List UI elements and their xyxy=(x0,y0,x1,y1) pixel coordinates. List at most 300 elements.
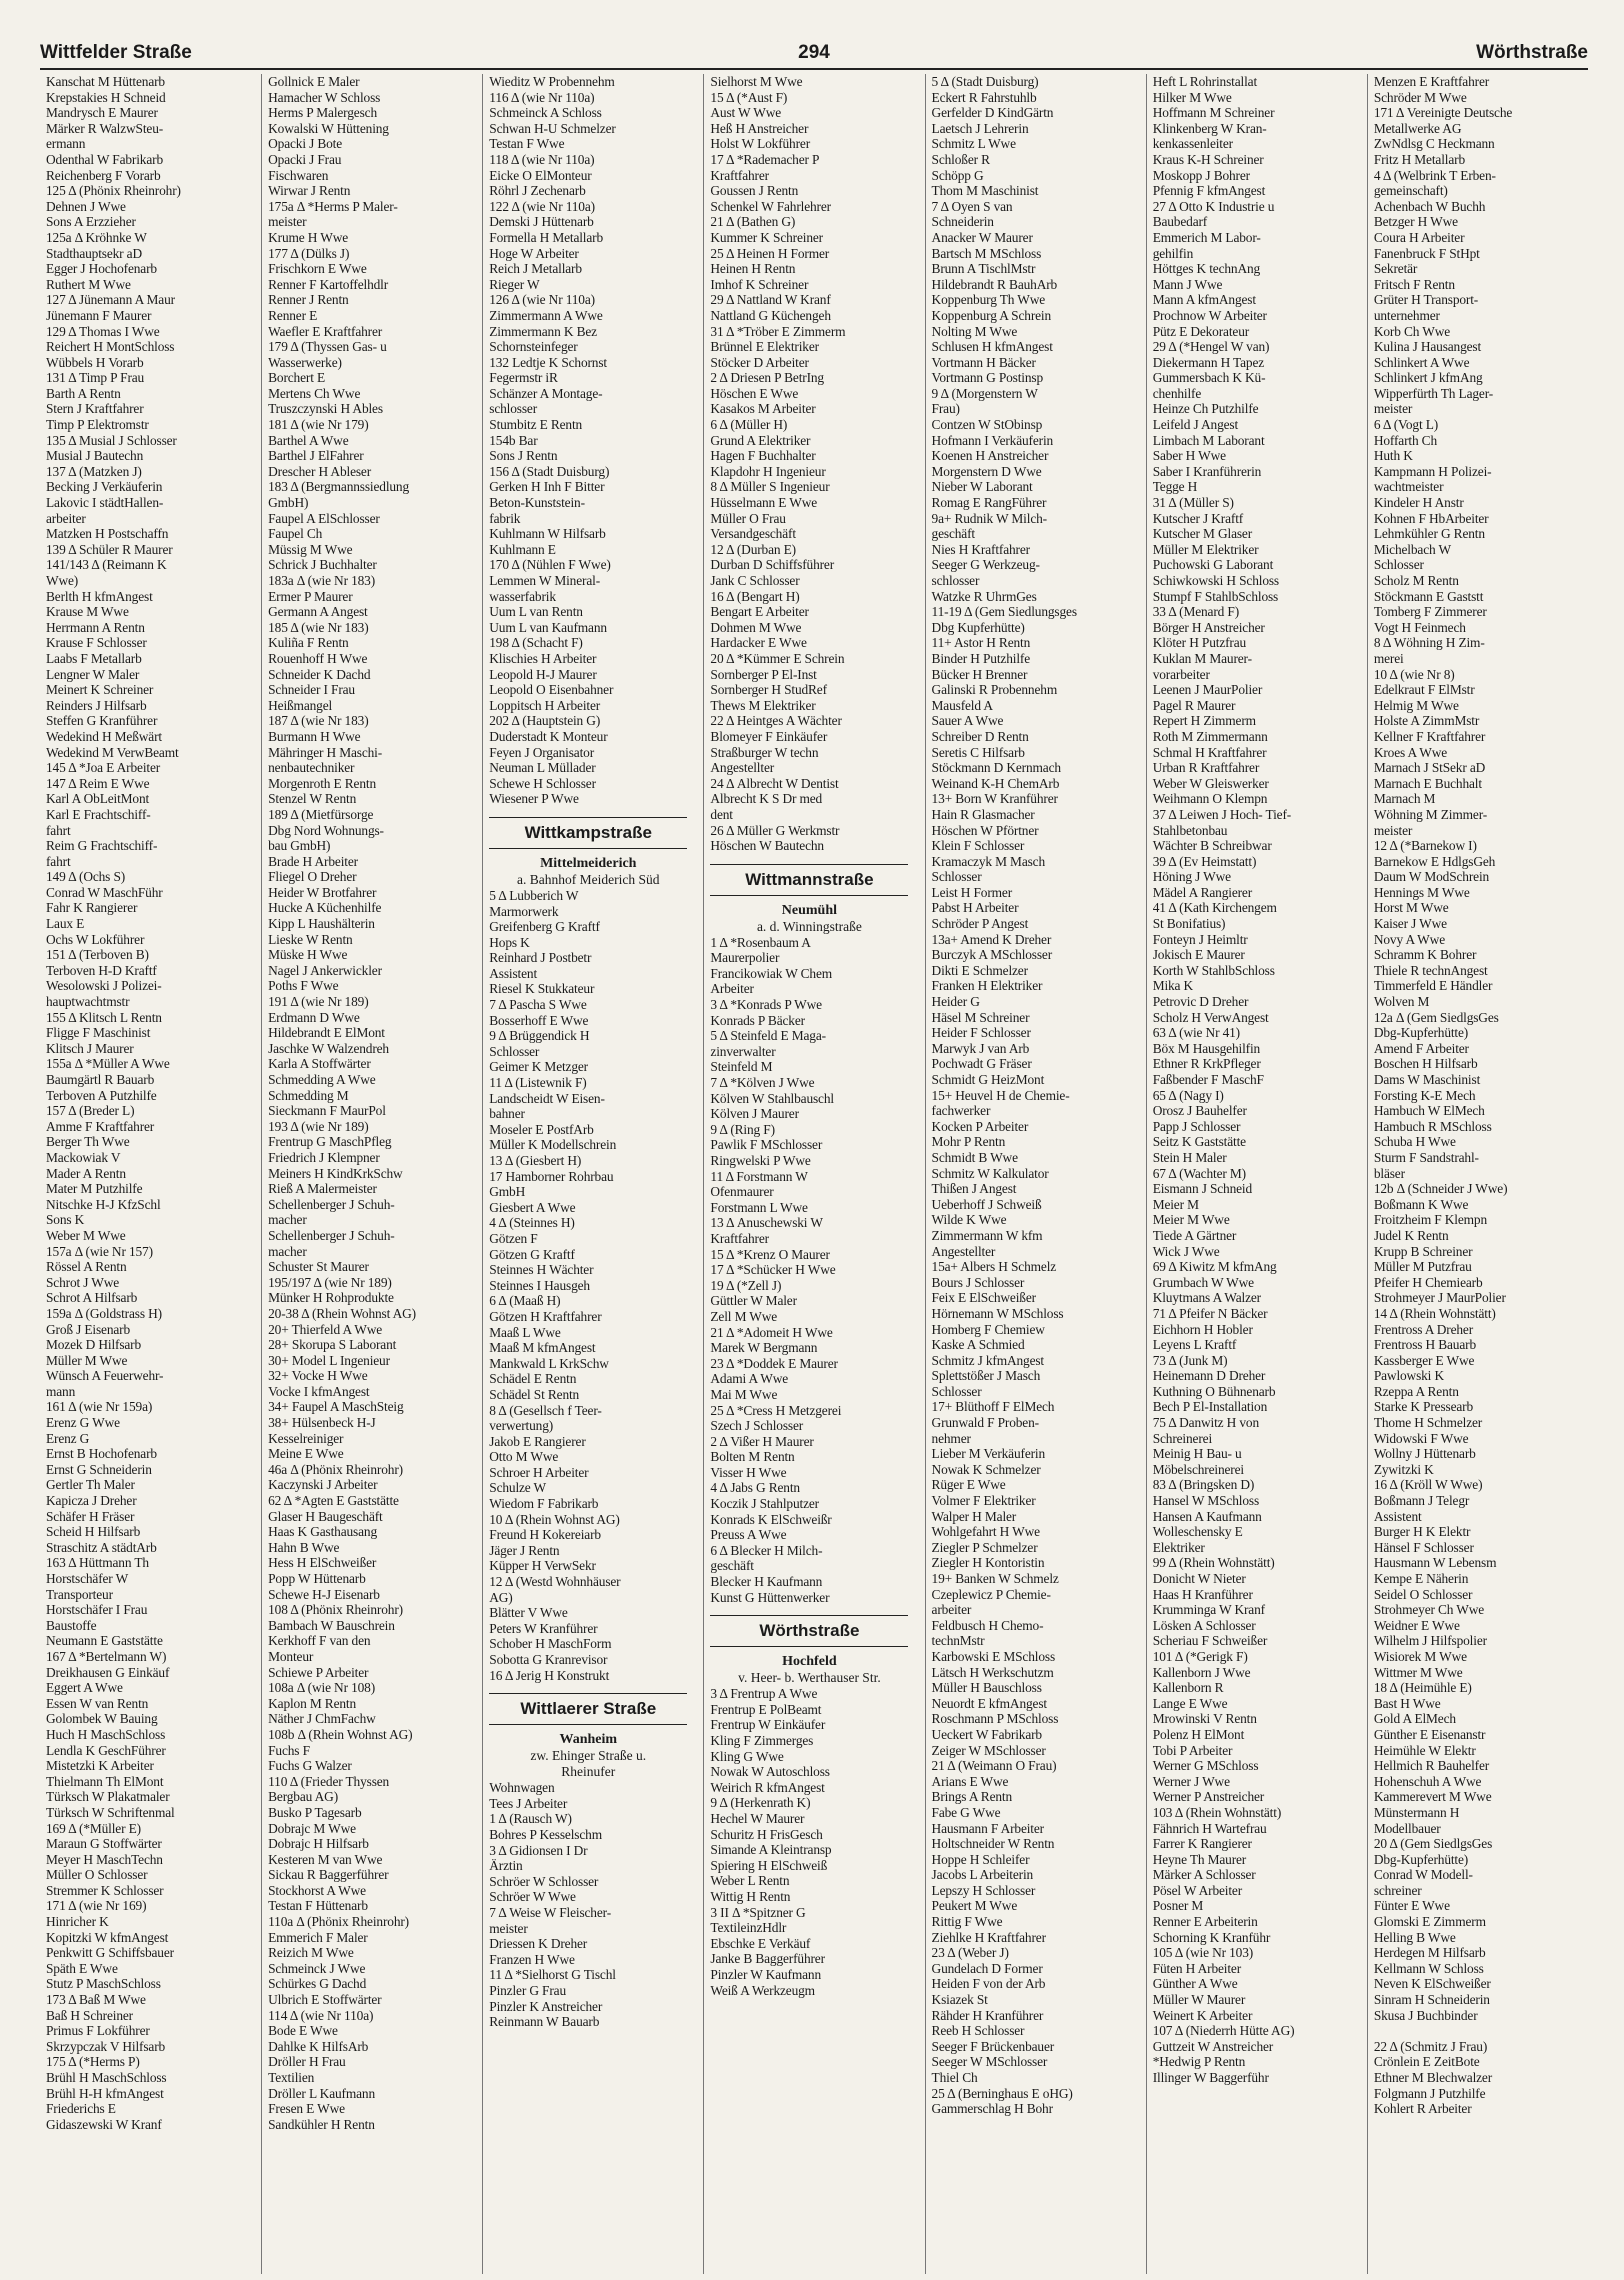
directory-entry: 16 Δ (Kröll W Wwe) xyxy=(1373,1477,1483,1493)
directory-entry: Achenbach W Buchh xyxy=(1373,198,1486,214)
directory-entry: Wisiorek M Wwe xyxy=(1373,1648,1467,1664)
directory-entry: 8 Δ Wöhning H Zim- xyxy=(1373,635,1485,651)
district-heading: Wanheim xyxy=(559,1732,618,1748)
directory-entry: Urban R Kraftfahrer xyxy=(1152,760,1260,776)
directory-entry: Laux E xyxy=(46,916,85,932)
directory-entry: Kaczynski J Arbeiter xyxy=(268,1477,378,1493)
directory-entry: 107 Δ (Niederrh Hütte AG) xyxy=(1152,2023,1295,2039)
directory-entry: Kopitzki W kfmAngest xyxy=(46,1929,169,1945)
directory-entry: 3 II Δ *Spitzner G xyxy=(710,1904,806,1920)
directory-entry: Hörnemann W MSchloss xyxy=(931,1305,1064,1321)
directory-entry: Ernst G Schneiderin xyxy=(46,1461,152,1477)
directory-entry: Tomberg F Zimmerer xyxy=(1373,604,1487,620)
directory-entry: Landscheidt W Eisen- xyxy=(489,1090,605,1106)
directory-entry: 12a Δ (Gem SiedlgsGes xyxy=(1373,1009,1499,1025)
directory-entry: Walper H Maler xyxy=(931,1508,1017,1524)
directory-entry: *Hedwig P Rentn xyxy=(1152,2054,1246,2070)
directory-entry: Heinze Ch Putzhilfe xyxy=(1152,401,1259,417)
directory-entry: Sornberger P El-Inst xyxy=(710,666,817,682)
directory-entry: Frau) xyxy=(931,401,960,417)
street-range: a. d. Winningstraße xyxy=(756,918,862,934)
directory-entry: Müller H Bauschloss xyxy=(931,1680,1042,1696)
directory-entry: Scheid H Hilfsarb xyxy=(46,1524,141,1540)
directory-entry: fachwerker xyxy=(931,1103,991,1119)
directory-entry: Schwan H-U Schmelzer xyxy=(489,120,616,136)
directory-entry: Ringwelski P Wwe xyxy=(710,1153,811,1168)
directory-entry: Jacobs L Arbeiterin xyxy=(931,1867,1034,1883)
directory-entry: Dobrajc M Wwe xyxy=(268,1820,356,1836)
directory-entry: 191 Δ (wie Nr 189) xyxy=(268,994,369,1010)
directory-entry: 20-38 Δ (Rhein Wohnst AG) xyxy=(268,1305,416,1321)
directory-entry: Koczik J Stahlputzer xyxy=(710,1496,819,1512)
directory-entry: 71 Δ Pfeifer N Bäcker xyxy=(1152,1305,1268,1321)
directory-entry: 15 Δ *Krenz O Maurer xyxy=(710,1246,830,1262)
directory-entry: Kutscher J Kraftf xyxy=(1152,510,1244,526)
directory-entry: Hoppe H Schleifer xyxy=(931,1851,1030,1867)
directory-entry: meister xyxy=(489,1920,528,1936)
directory-entry: Frentross A Dreher xyxy=(1373,1321,1474,1337)
directory-entry: Opacki J Bote xyxy=(268,136,343,152)
directory-entry: Karla A Stoffwärter xyxy=(268,1056,371,1072)
directory-entry: Kellmann W Schloss xyxy=(1373,1960,1484,1976)
directory-entry: Krause M Wwe xyxy=(46,604,129,620)
directory-entry: Jakob E Rangierer xyxy=(489,1433,586,1449)
directory-entry: Mädel A Rangierer xyxy=(1152,884,1253,900)
directory-entry: Zimmermann A Wwe xyxy=(489,307,603,323)
directory-entry: Herrmann A Rentn xyxy=(46,619,145,635)
directory-entry: Sinram H Schneiderin xyxy=(1373,1992,1490,2008)
directory-entry: Klein F Schlosser xyxy=(931,838,1025,854)
directory-entry: Blätter V Wwe xyxy=(489,1605,568,1621)
directory-entry: 131 Δ Timp P Frau xyxy=(46,370,145,386)
directory-entry: 126 Δ (wie Nr 110a) xyxy=(489,292,595,308)
directory-entry: Günther A Wwe xyxy=(1152,1976,1238,1992)
directory-entry: Barthel A Wwe xyxy=(268,432,349,448)
directory-entry: Betzger H Wwe xyxy=(1373,214,1458,230)
directory-entry: Kroes A Wwe xyxy=(1373,744,1448,760)
directory-entry: Mankwald L KrkSchw xyxy=(489,1355,609,1371)
directory-entry: Fähnrich H Wartefrau xyxy=(1152,1820,1267,1836)
directory-entry: 187 Δ (wie Nr 183) xyxy=(268,713,369,729)
directory-entry: Glaser H Baugeschäft xyxy=(268,1508,383,1524)
directory-entry: 15 Δ (*Aust F) xyxy=(710,89,788,105)
directory-entry: 145 Δ *Joa E Arbeiter xyxy=(46,760,161,776)
directory-entry: Kesselreiniger xyxy=(268,1430,344,1446)
directory-entry: Faupel A ElSchlosser xyxy=(268,510,380,526)
directory-entry: 149 Δ (Ochs S) xyxy=(46,869,126,885)
directory-entry: Hoffarth Ch xyxy=(1373,432,1438,448)
directory-entry: Rieger W xyxy=(489,276,540,292)
directory-entry: Sandkühler H Rentn xyxy=(268,2116,375,2132)
directory-entry: Schmitz J kfmAngest xyxy=(931,1352,1044,1368)
directory-entry: Kohlert R Arbeiter xyxy=(1373,2101,1472,2117)
directory-entry: Tobi P Arbeiter xyxy=(1152,1742,1233,1758)
directory-entry: Borchert E xyxy=(268,370,325,386)
directory-entry: Ethner R KrkPfleger xyxy=(1152,1056,1261,1072)
directory-entry: Sekretär xyxy=(1373,261,1418,277)
directory-entry: Fischwaren xyxy=(268,167,329,183)
directory-entry: Nitschke H-J KfzSchl xyxy=(46,1196,161,1212)
directory-entry: Müller M Elektriker xyxy=(1152,541,1259,557)
directory-entry: Kling G Wwe xyxy=(710,1748,784,1764)
directory-entry: Petrovic D Dreher xyxy=(1152,994,1249,1010)
directory-entry: Hansen A Kaufmann xyxy=(1152,1508,1262,1524)
directory-entry: Bücker H Brenner xyxy=(931,666,1028,682)
directory-entry: Wick J Wwe xyxy=(1152,1243,1220,1259)
directory-entry: Egger J Hochofenarb xyxy=(46,261,157,277)
directory-entry: Schmitz L Wwe xyxy=(931,136,1016,152)
directory-entry: Greifenberg G Kraftf xyxy=(489,919,600,935)
directory-entry: Lendla K GeschFührer xyxy=(46,1742,166,1758)
directory-entry: 183a Δ (wie Nr 183) xyxy=(268,573,376,588)
directory-entry: 105 Δ (wie Nr 103) xyxy=(1152,1945,1254,1961)
directory-entry: Eismann J Schneid xyxy=(1152,1181,1253,1197)
directory-entry: Uum L van Kaufmann xyxy=(489,619,607,635)
directory-entry: 183 Δ (Bergmannssiedlung xyxy=(268,479,410,495)
directory-entry: 2 Δ Driesen P BetrIng xyxy=(710,370,824,386)
directory-entry: Berger Th Wwe xyxy=(46,1134,130,1150)
directory-entry: Dahlke K HilfsArb xyxy=(268,2038,369,2054)
directory-entry: 11+ Astor H Rentn xyxy=(931,635,1031,651)
directory-entry: Heiden F von der Arb xyxy=(931,1976,1046,1992)
directory-entry: schreiner xyxy=(1373,1882,1422,1898)
directory-entry: Maaß M kfmAngest xyxy=(489,1340,596,1356)
directory-entry: bläser xyxy=(1373,1165,1405,1181)
directory-entry: Kutscher M Glaser xyxy=(1152,526,1253,542)
directory-entry: Visser H Wwe xyxy=(710,1464,787,1480)
directory-entry: Näther J ChmFachw xyxy=(268,1711,376,1727)
directory-entry: Steinnes I Hausgeh xyxy=(489,1277,590,1293)
directory-entry: Becking J Verkäuferin xyxy=(46,479,163,495)
directory-entry: 9a+ Rudnik W Milch- xyxy=(931,510,1047,526)
directory-entry: 6 Δ (Vogt L) xyxy=(1373,417,1439,433)
directory-entry: Bode E Wwe xyxy=(268,2023,338,2039)
directory-entry: Assistent xyxy=(489,965,538,981)
directory-entry: Mika K xyxy=(1152,978,1194,994)
directory-entry: Stenzel W Rentn xyxy=(268,791,357,807)
directory-entry: 17 Δ *Rademacher P xyxy=(710,151,820,167)
directory-entry: Demski J Hüttenarb xyxy=(489,214,594,230)
directory-entry: 15a+ Albers H Schmelz xyxy=(931,1259,1057,1275)
directory-entry: Sieckmann F MaurPol xyxy=(268,1103,386,1119)
directory-entry: Neven K ElSchweißer xyxy=(1373,1976,1491,1992)
directory-entry: Stremmer K Schlosser xyxy=(46,1882,164,1898)
directory-entry: Pinzler K Anstreicher xyxy=(489,1998,603,2014)
directory-entry: Rieß A Malermeister xyxy=(268,1181,377,1197)
directory-entry: Forsting K-E Mech xyxy=(1373,1087,1476,1103)
directory-entry: Eckert R Fahrstuhlb xyxy=(931,89,1037,105)
directory-entry: Frentrup G MaschPfleg xyxy=(268,1134,392,1150)
directory-entry: Hennings M Wwe xyxy=(1373,884,1470,900)
directory-entry: 21 Δ (Bathen G) xyxy=(710,214,796,230)
directory-entry: Jäger J Rentn xyxy=(489,1542,560,1558)
directory-entry: Widowski F Wwe xyxy=(1373,1430,1469,1446)
directory-entry: Thews M Elektriker xyxy=(710,697,816,713)
directory-entry: Reinhard J Postbetr xyxy=(489,950,592,966)
directory-entry: 125a Δ Kröhnke W xyxy=(46,229,147,245)
directory-entry: Schrot A Hilfsarb xyxy=(46,1290,138,1306)
directory-entry: Sickau R Baggerführer xyxy=(268,1867,389,1883)
directory-entry: Maraun G Stoffwärter xyxy=(46,1836,162,1852)
directory-entry: Stockhorst A Wwe xyxy=(268,1882,366,1898)
directory-entry: Schlinkert J kfmAng xyxy=(1373,370,1483,386)
directory-entry: Kulina J Hausangest xyxy=(1373,339,1482,355)
directory-entry: 141/143 Δ (Reimann K xyxy=(46,557,167,573)
directory-entry: Kraftfahrer xyxy=(710,167,769,183)
directory-entry: Modellbauer xyxy=(1373,1820,1441,1836)
directory-entry: Schiwkowski H Schloss xyxy=(1152,573,1279,588)
directory-entry: 34+ Faupel A MaschSteig xyxy=(268,1399,404,1415)
directory-entry: Friederichs E xyxy=(46,2101,116,2117)
directory-entry: Höttges K technAng xyxy=(1152,261,1261,277)
directory-entry: Thielmann Th ElMont xyxy=(46,1773,164,1789)
directory-entry: 116 Δ (wie Nr 110a) xyxy=(489,89,595,105)
directory-entry: Splettstößer J Masch xyxy=(931,1368,1041,1384)
directory-entry: Starke K Pressearb xyxy=(1373,1399,1474,1415)
directory-entry: Hardacker E Wwe xyxy=(710,635,807,651)
directory-entry: 108b Δ (Rhein Wohnst AG) xyxy=(268,1726,413,1742)
directory-entry: 32+ Vocke H Wwe xyxy=(268,1368,368,1384)
directory-entry: Versandgeschäft xyxy=(710,526,796,542)
directory-entry: Mertens Ch Wwe xyxy=(268,385,361,401)
directory-entry: chenhilfe xyxy=(1152,385,1202,401)
directory-entry: Schloßer R xyxy=(931,151,990,167)
directory-entry: Illinger W Baggerführ xyxy=(1152,2070,1269,2085)
directory-entry: Hoffmann M Schreiner xyxy=(1152,105,1275,121)
directory-entry: Ziehlke H Kraftfahrer xyxy=(931,1929,1046,1945)
directory-entry: Bambach W Bauschrein xyxy=(268,1617,395,1633)
directory-entry: Stumpf F StahlbSchloss xyxy=(1152,588,1279,604)
directory-entry: Hilker M Wwe xyxy=(1152,89,1232,105)
directory-entry: Baß H Schreiner xyxy=(46,2007,133,2023)
directory-entry: Lieber M Verkäuferin xyxy=(931,1446,1046,1462)
directory-entry: zinverwalter xyxy=(710,1043,776,1059)
directory-entry: Hildebrandt R BauhArb xyxy=(931,276,1058,292)
directory-entry: Lakovic I städtHallen- xyxy=(46,495,164,511)
directory-entry: ZwNdlsg C Heckmann xyxy=(1373,136,1495,152)
directory-entry: 7 Δ Oyen S van xyxy=(931,198,1013,214)
directory-entry: Elektriker xyxy=(1152,1539,1205,1555)
directory-entry: Pabst H Arbeiter xyxy=(931,900,1019,916)
directory-entry: Güttler W Maler xyxy=(710,1293,797,1309)
directory-entry: 22 Δ (Schmitz J Frau) xyxy=(1373,2038,1488,2054)
directory-entry: Klischies H Arbeiter xyxy=(489,650,597,666)
directory-entry: kenkassenleiter xyxy=(1152,136,1233,152)
directory-entry: Hambuch R MSchloss xyxy=(1373,1118,1492,1134)
directory-entry: Horstschäfer I Frau xyxy=(46,1602,148,1618)
directory-entry: Höschen W Pförtner xyxy=(931,822,1039,838)
street-heading: Wittlaerer Straße xyxy=(489,1693,687,1725)
directory-entry: Mader A Rentn xyxy=(46,1165,126,1181)
directory-entry: 110 Δ (Frieder Thyssen xyxy=(268,1773,390,1789)
directory-entry: Mähringer H Maschi- xyxy=(268,744,383,760)
directory-entry: bahner xyxy=(489,1106,525,1122)
directory-entry: Arians E Wwe xyxy=(931,1773,1009,1789)
directory-entry: Kallenborn R xyxy=(1152,1680,1224,1696)
directory-entry: Dikti E Schmelzer xyxy=(931,962,1028,978)
directory-column xyxy=(40,74,250,2274)
directory-entry: Feyen J Organisator xyxy=(489,744,595,760)
directory-entry: Weber L Rentn xyxy=(710,1873,790,1889)
directory-entry: Brünnel E Elektriker xyxy=(710,339,819,355)
directory-entry: Roschmann P MSchloss xyxy=(931,1711,1059,1727)
directory-entry: Krupp B Schreiner xyxy=(1373,1243,1473,1259)
directory-entry: Steinnes H Wächter xyxy=(489,1262,594,1278)
street-heading: Wittmannstraße xyxy=(710,864,908,896)
directory-entry: 171 Δ (wie Nr 169) xyxy=(46,1898,147,1914)
directory-entry: 132 Ledtje K Schornst xyxy=(489,354,607,370)
directory-entry: Schroer H Arbeiter xyxy=(489,1464,589,1480)
directory-entry: Kocken P Arbeiter xyxy=(931,1118,1029,1134)
directory-entry: Müssig M Wwe xyxy=(268,541,353,557)
directory-entry: Krause F Schlosser xyxy=(46,635,147,651)
directory-entry: mann xyxy=(46,1383,76,1399)
directory-entry: Wedekind H Meßwärt xyxy=(46,728,162,744)
directory-entry: Schröder M Wwe xyxy=(1373,89,1467,105)
directory-entry: TextileinzHdlr xyxy=(710,1920,787,1936)
directory-entry: Pinzler G Frau xyxy=(489,1982,567,1998)
directory-entry: Erdmann D Wwe xyxy=(268,1009,360,1025)
directory-entry: Marwyk J van Arb xyxy=(931,1040,1030,1056)
directory-entry: Götzen F xyxy=(489,1230,538,1246)
directory-entry: Ziegler H Kontoristin xyxy=(931,1555,1045,1571)
directory-entry: Schmitz W Kalkulator xyxy=(931,1165,1049,1181)
directory-entry: Waefler E Kraftfahrer xyxy=(268,323,383,339)
directory-entry: 157 Δ (Breder L) xyxy=(46,1103,135,1119)
directory-entry: 170 Δ (Nühlen F Wwe) xyxy=(489,557,611,573)
directory-entry: Lemmen W Mineral- xyxy=(489,573,601,588)
directory-entry: Schmal H Kraftfahrer xyxy=(1152,744,1267,760)
directory-entry: GmbH xyxy=(489,1184,526,1200)
directory-entry: 202 Δ (Hauptstein G) xyxy=(489,713,601,729)
directory-entry: Monteur xyxy=(268,1648,314,1664)
directory-entry: Jank C Schlosser xyxy=(710,573,800,588)
directory-entry: 16 Δ (Bengart H) xyxy=(710,588,800,604)
directory-entry: Burmann H Wwe xyxy=(268,728,361,744)
directory-entry: Musial J Bautechn xyxy=(46,448,144,464)
directory-entry: 198 Δ (Schacht F) xyxy=(489,635,583,651)
header-left-street: Wittfelder Straße xyxy=(40,42,192,63)
directory-entry: 9 Δ Brüggendick H xyxy=(489,1028,590,1044)
directory-entry: Lätsch H Werkschutzm xyxy=(931,1664,1054,1680)
directory-entry: nenbautechniker xyxy=(268,760,355,776)
directory-entry: Brings A Rentn xyxy=(931,1789,1013,1805)
directory-entry: Müller K Modellschrein xyxy=(489,1137,617,1153)
header-right-street: Wörthstraße xyxy=(1476,42,1588,63)
directory-entry: Pawlowski K xyxy=(1373,1368,1444,1384)
directory-entry: Zeiger W MSchlosser xyxy=(931,1742,1046,1758)
directory-entry: Karl A ObLeitMont xyxy=(46,791,150,807)
directory-entry: Bast H Wwe xyxy=(1373,1695,1441,1711)
street-range: zw. Ehinger Straße u. xyxy=(530,1748,647,1764)
directory-entry: 21 Δ (Weimann O Frau) xyxy=(931,1758,1057,1774)
directory-entry: Konrads K ElSchweißr xyxy=(710,1511,832,1527)
directory-entry: 22 Δ Heintges A Wächter xyxy=(710,713,842,729)
directory-entry: Menzen E Kraftfahrer xyxy=(1373,74,1490,89)
directory-entry: Golombek W Bauing xyxy=(46,1711,158,1727)
directory-entry: 1 Δ (Rausch W) xyxy=(489,1811,572,1827)
directory-entry: 13a+ Amend K Dreher xyxy=(931,931,1052,947)
header-rule xyxy=(40,68,1588,70)
directory-entry: Rüger E Wwe xyxy=(931,1477,1006,1493)
directory-entry: 195/197 Δ (wie Nr 189) xyxy=(268,1274,392,1290)
directory-entry: Heider G xyxy=(931,994,980,1010)
directory-entry: Holtschneider W Rentn xyxy=(931,1836,1055,1852)
directory-entry: Bartsch M MSchloss xyxy=(931,245,1042,261)
directory-entry: Primus F Lokführer xyxy=(46,2023,150,2039)
directory-entry: 37 Δ Leiwen J Hoch- Tief- xyxy=(1152,806,1292,822)
directory-entry: Helling B Wwe xyxy=(1373,1929,1456,1945)
directory-entry: Holst W Lokführer xyxy=(710,136,811,152)
directory-entry: Busko P Tagesarb xyxy=(268,1804,362,1820)
directory-entry: schlosser xyxy=(931,573,980,588)
directory-entry: Penkwitt G Schiffsbauer xyxy=(46,1945,174,1961)
directory-entry: Papp J Schlosser xyxy=(1152,1118,1241,1134)
directory-entry: Kaiser J Wwe xyxy=(1373,916,1447,932)
directory-entry: Wöhning M Zimmer- xyxy=(1373,806,1488,822)
directory-entry: Straschitz A städtArb xyxy=(46,1539,157,1555)
directory-entry: Bours J Schlosser xyxy=(931,1274,1025,1290)
directory-entry: Hildebrandt E ElMont xyxy=(268,1025,385,1041)
directory-entry: 65 Δ (Nagy I) xyxy=(1152,1087,1224,1103)
directory-entry: Baubedarf xyxy=(1152,214,1208,230)
directory-entry: Eichhorn H Hobler xyxy=(1152,1321,1253,1337)
directory-entry: Adami A Wwe xyxy=(710,1371,789,1387)
directory-entry: Franken H Elektriker xyxy=(931,978,1043,994)
directory-entry: Homberg F Chemiew xyxy=(931,1321,1045,1337)
directory-entry: Seeger G Werkzeug- xyxy=(931,557,1040,573)
directory-entry: 1 Δ *Rosenbaum A xyxy=(710,934,811,950)
directory-entry: Mozek D Hilfsarb xyxy=(46,1337,142,1353)
directory-entry: 9 Δ (Herkenrath K) xyxy=(710,1795,811,1811)
directory-entry: Sons J Rentn xyxy=(489,448,558,464)
directory-entry: Fritsch F Rentn xyxy=(1373,276,1455,292)
directory-entry: 6 Δ (Maaß H) xyxy=(489,1293,561,1309)
directory-entry: Saber H Wwe xyxy=(1152,448,1226,464)
directory-entry: Sauer A Wwe xyxy=(931,713,1004,729)
directory-entry: Höschen W Bautechn xyxy=(710,838,824,854)
directory-entry: Volmer F Elektriker xyxy=(931,1493,1036,1509)
directory-entry: Kunst G Hüttenwerker xyxy=(710,1589,830,1605)
directory-entry: Burger H K Elektr xyxy=(1373,1524,1471,1540)
directory-entry: Korth W StahlbSchloss xyxy=(1152,962,1275,978)
directory-entry: dent xyxy=(710,806,733,822)
directory-entry: Häsel M Schreiner xyxy=(931,1009,1030,1025)
directory-entry: Fligge F Maschinist xyxy=(46,1025,151,1041)
directory-entry: Weirich R kfmAngest xyxy=(710,1779,825,1795)
directory-entry: 41 Δ (Kath Kirchengem xyxy=(1152,900,1277,916)
directory-entry: Faupel Ch xyxy=(268,526,323,542)
directory-entry: Wolven M xyxy=(1373,994,1430,1010)
directory-entry: Helmig M Wwe xyxy=(1373,697,1459,713)
directory-entry: 13 Δ Anuschewski W xyxy=(710,1215,823,1231)
directory-entry: Kummer K Schreiner xyxy=(710,229,823,245)
directory-entry: Schröer W Schlosser xyxy=(489,1873,599,1889)
directory-entry: Conrad W Modell- xyxy=(1373,1867,1473,1883)
directory-entry: Schürkes G Dachd xyxy=(268,1976,367,1992)
directory-entry: 4 Δ (Welbrink T Erben- xyxy=(1373,167,1496,183)
directory-entry: Ofenmaurer xyxy=(710,1184,774,1200)
directory-entry: Thißen J Angest xyxy=(931,1181,1017,1197)
directory-entry: Wollny J Hüttenarb xyxy=(1373,1446,1476,1462)
directory-entry: Amend F Arbeiter xyxy=(1373,1040,1469,1056)
directory-entry: technMstr xyxy=(931,1633,985,1649)
directory-entry: Eggert A Wwe xyxy=(46,1680,123,1696)
directory-entry: Skrzypczak V Hilfsarb xyxy=(46,2038,166,2054)
directory-entry: 17+ Blüthoff F ElMech xyxy=(931,1399,1055,1415)
directory-entry: 125 Δ (Phönix Rheinrohr) xyxy=(46,183,181,199)
directory-entry: 39 Δ (Ev Heimstatt) xyxy=(1152,853,1257,869)
